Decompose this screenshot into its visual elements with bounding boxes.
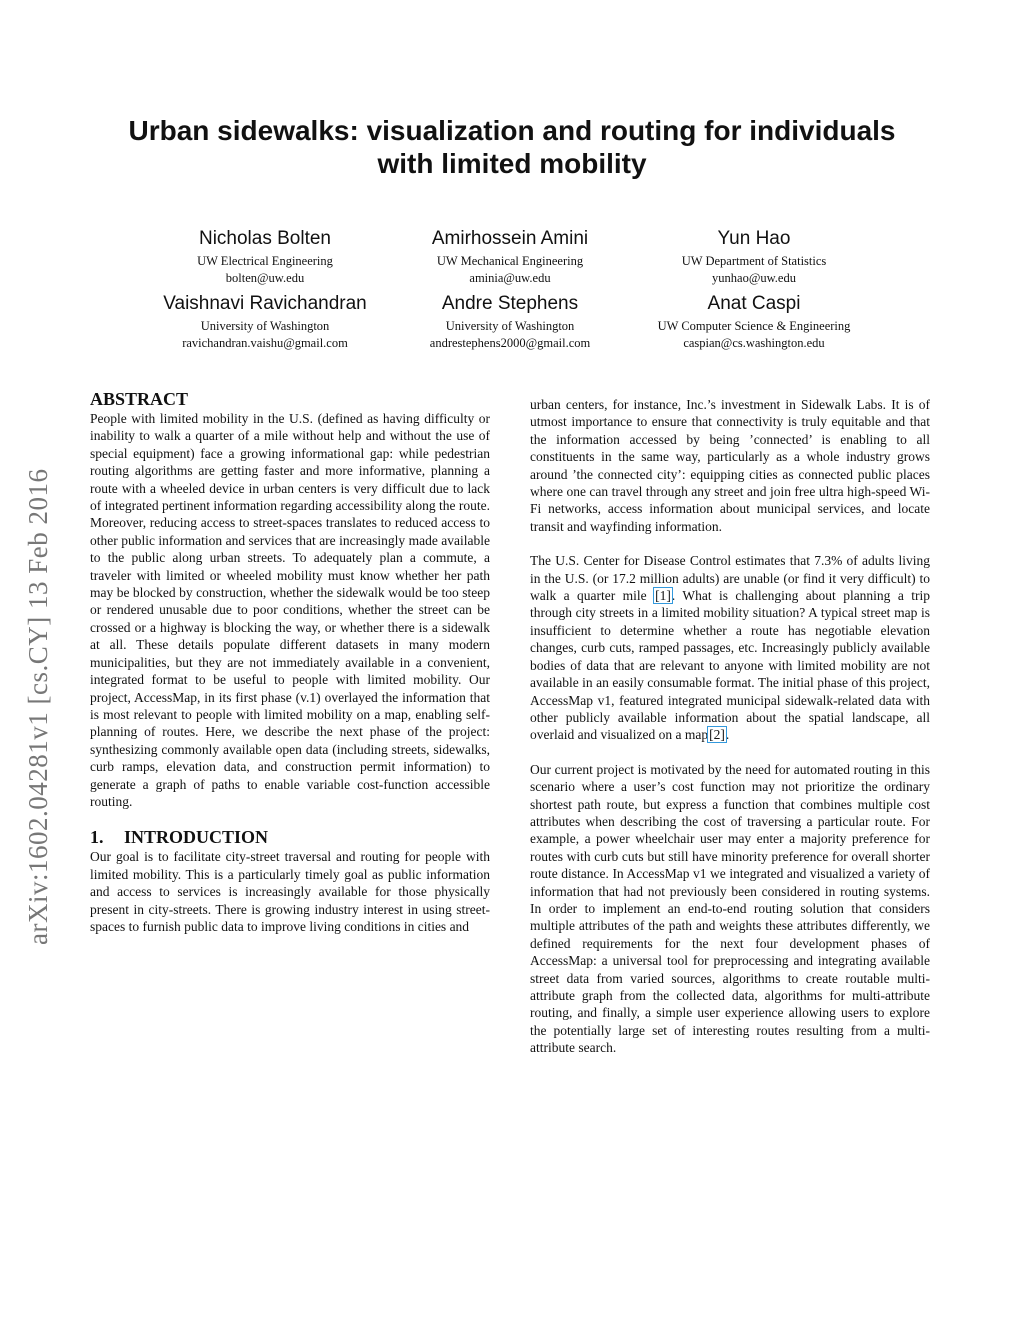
paragraph-text: The U.S. Center for Disease Control estimates that 7.3% of adults living in the U.S. (or 17.2 million adults) are unable (or find it very difficult) to walk a quarter mile <box>530 553 930 604</box>
title-line-1: Urban sidewalks: visualization and routing for individuals <box>128 115 896 146</box>
author-block <box>380 228 640 287</box>
paragraph-text: . <box>725 727 730 743</box>
right-column <box>530 396 930 1057</box>
paper-title <box>60 114 964 180</box>
author-email: bolten@uw.edu <box>225 271 305 285</box>
intro-paragraph-1-continued: urban centers, for instance, Inc.’s investment in Sidewalk Labs. It is of utmost importance to ensure that connectivity is truly equitable and that the information accessed by being ’connected’ is enabling to all constituents in the same way, particularly as a whole industry grows around ’the connected city’: equipping cities as connected public places where one can travel through any street and join free ultra high-speed Wi-Fi networks, access information about municipal services, and locate transit and wayfinding information. <box>530 397 930 534</box>
title-line-2: with limited mobility <box>377 148 647 179</box>
author-block <box>135 228 395 287</box>
citation-link-1[interactable]: [1] <box>655 588 671 604</box>
paragraph-spacer <box>530 744 930 761</box>
author-affiliation: UW Mechanical Engineering <box>436 254 584 268</box>
author-affiliation: University of Washington <box>445 319 575 333</box>
author-affiliation: UW Electrical Engineering <box>197 254 333 268</box>
left-column <box>90 388 490 935</box>
intro-paragraph-3: Our current project is motivated by the need for automated routing in this scenario where a user’s cost function may not prioritize the ordinary shortest path route, but express a function that combines multiple cost attributes when describing the cost of traversing a particular route. For example, a power wheelchair user may enter a majority preference for routes with curb cuts but still have minority preference for overall shorter route distance. In AccessMap v1 we integrated and visualized a variety of information that had not previously been considered in routing systems. In order to implement an end-to-end routing solution that considers multiple attributes of the path and weights these attributes differently, we defined requirements for the next four development phases of AccessMap: a universal tool for preprocessing and integrating available street data from varied sources, algorithms to create routable multi-attribute graph from the collected data, algorithms for multi-attribute routing, and finally, a simple user experience allowing users to explore the potentially large set of interesting routes resulting from a multi-attribute search. <box>530 761 930 1056</box>
author-block <box>654 293 854 352</box>
author-email: yunhao@uw.edu <box>712 271 796 285</box>
paragraph-spacer <box>530 535 930 552</box>
author-name: Anat Caspi <box>707 293 801 314</box>
author-name: Yun Hao <box>717 228 791 249</box>
author-email: caspian@cs.washington.edu <box>683 336 825 350</box>
author-name: Andre Stephens <box>441 293 579 314</box>
author-name: Nicholas Bolten <box>198 228 332 249</box>
author-affiliation: University of Washington <box>200 319 330 333</box>
intro-paragraph-1-start: Our goal is to facilitate city-street traversal and routing for people with limited mobility. This is a particularly timely goal as public information and access to services is increasingly available for those physically present in city-streets. There is growing industry interest in using street-spaces to furnish public data to improve living conditions in cities and <box>90 849 490 934</box>
author-affiliation: UW Computer Science & Engineering <box>657 319 851 333</box>
author-email: aminia@uw.edu <box>469 271 551 285</box>
author-block <box>380 293 640 352</box>
author-block <box>135 293 395 352</box>
abstract-heading: ABSTRACT <box>90 389 189 409</box>
arxiv-identifier: arXiv:1602.04281v1 [cs.CY] 13 Feb 2016 <box>23 468 53 945</box>
introduction-heading <box>90 826 490 848</box>
paragraph-text: . What is challenging about planning a trip through city streets in a limited mobility situation? A typical street map is insufficient to determine whether a route has negotiable elevation changes, curb cuts, ramped passages, etc. Increasingly publicly available bodies of data that are relevant to anyone with limited mobility are not available in an easily consumable format. The initial phase of this project, AccessMap v1, featured integrated municipal sidewalk-related data with other publicly available information about the spatial landscape, all overlaid and visualized on a map <box>530 588 930 743</box>
author-email: ravichandran.vaishu@gmail.com <box>182 336 348 350</box>
section-title: INTRODUCTION <box>124 827 269 848</box>
author-block <box>624 228 884 287</box>
citation-link-2[interactable]: [2] <box>709 727 725 743</box>
section-spacer <box>90 810 490 826</box>
section-number: 1. <box>90 827 104 848</box>
author-affiliation: UW Department of Statistics <box>681 254 827 268</box>
author-name: Vaishnavi Ravichandran <box>163 293 367 314</box>
abstract-text: People with limited mobility in the U.S. (defined as having difficulty or inability to walk a quarter of a mile without help and without the use of special equipment) face a growing informational gap: while pedestrian routing algorithms are getting faster and more informative, planning a route with a wheeled device in urban centers is very difficult due to lack of integrated pertinent information regarding accessibility along the route. Moreover, reducing access to street-spaces translates to reduced access to other public information and services that are increasingly made available to the public along urban streets. To adequately plan a commute, a traveler with limited or wheeled mobility must know whether her path may be blocked by construction, whether the sidewalk would be too steep or rendered unusable due to poor conditions, whether the street can be crossed or a highway is blocking the way, or whether there is a sidewalk at all. These details populate different datasets in many modern municipalities, but they are not immediately available in a convenient, integrated format to be useful to people with limited mobility. Our project, AccessMap, in its first phase (v.1) overlayed the information that is most relevant to people with limited mobility on a map, enabling self-planning of routes. Here, we describe the next phase of the project: synthesizing commonly available open data (including streets, sidewalks, curb ramps, elevation data, and construction permit information) to generate a graph of paths to enable variable cost-function accessible routing. <box>90 411 490 809</box>
intro-paragraph-2 <box>530 552 930 743</box>
author-name: Amirhossein Amini <box>431 228 589 249</box>
author-email: andrestephens2000@gmail.com <box>429 336 591 350</box>
